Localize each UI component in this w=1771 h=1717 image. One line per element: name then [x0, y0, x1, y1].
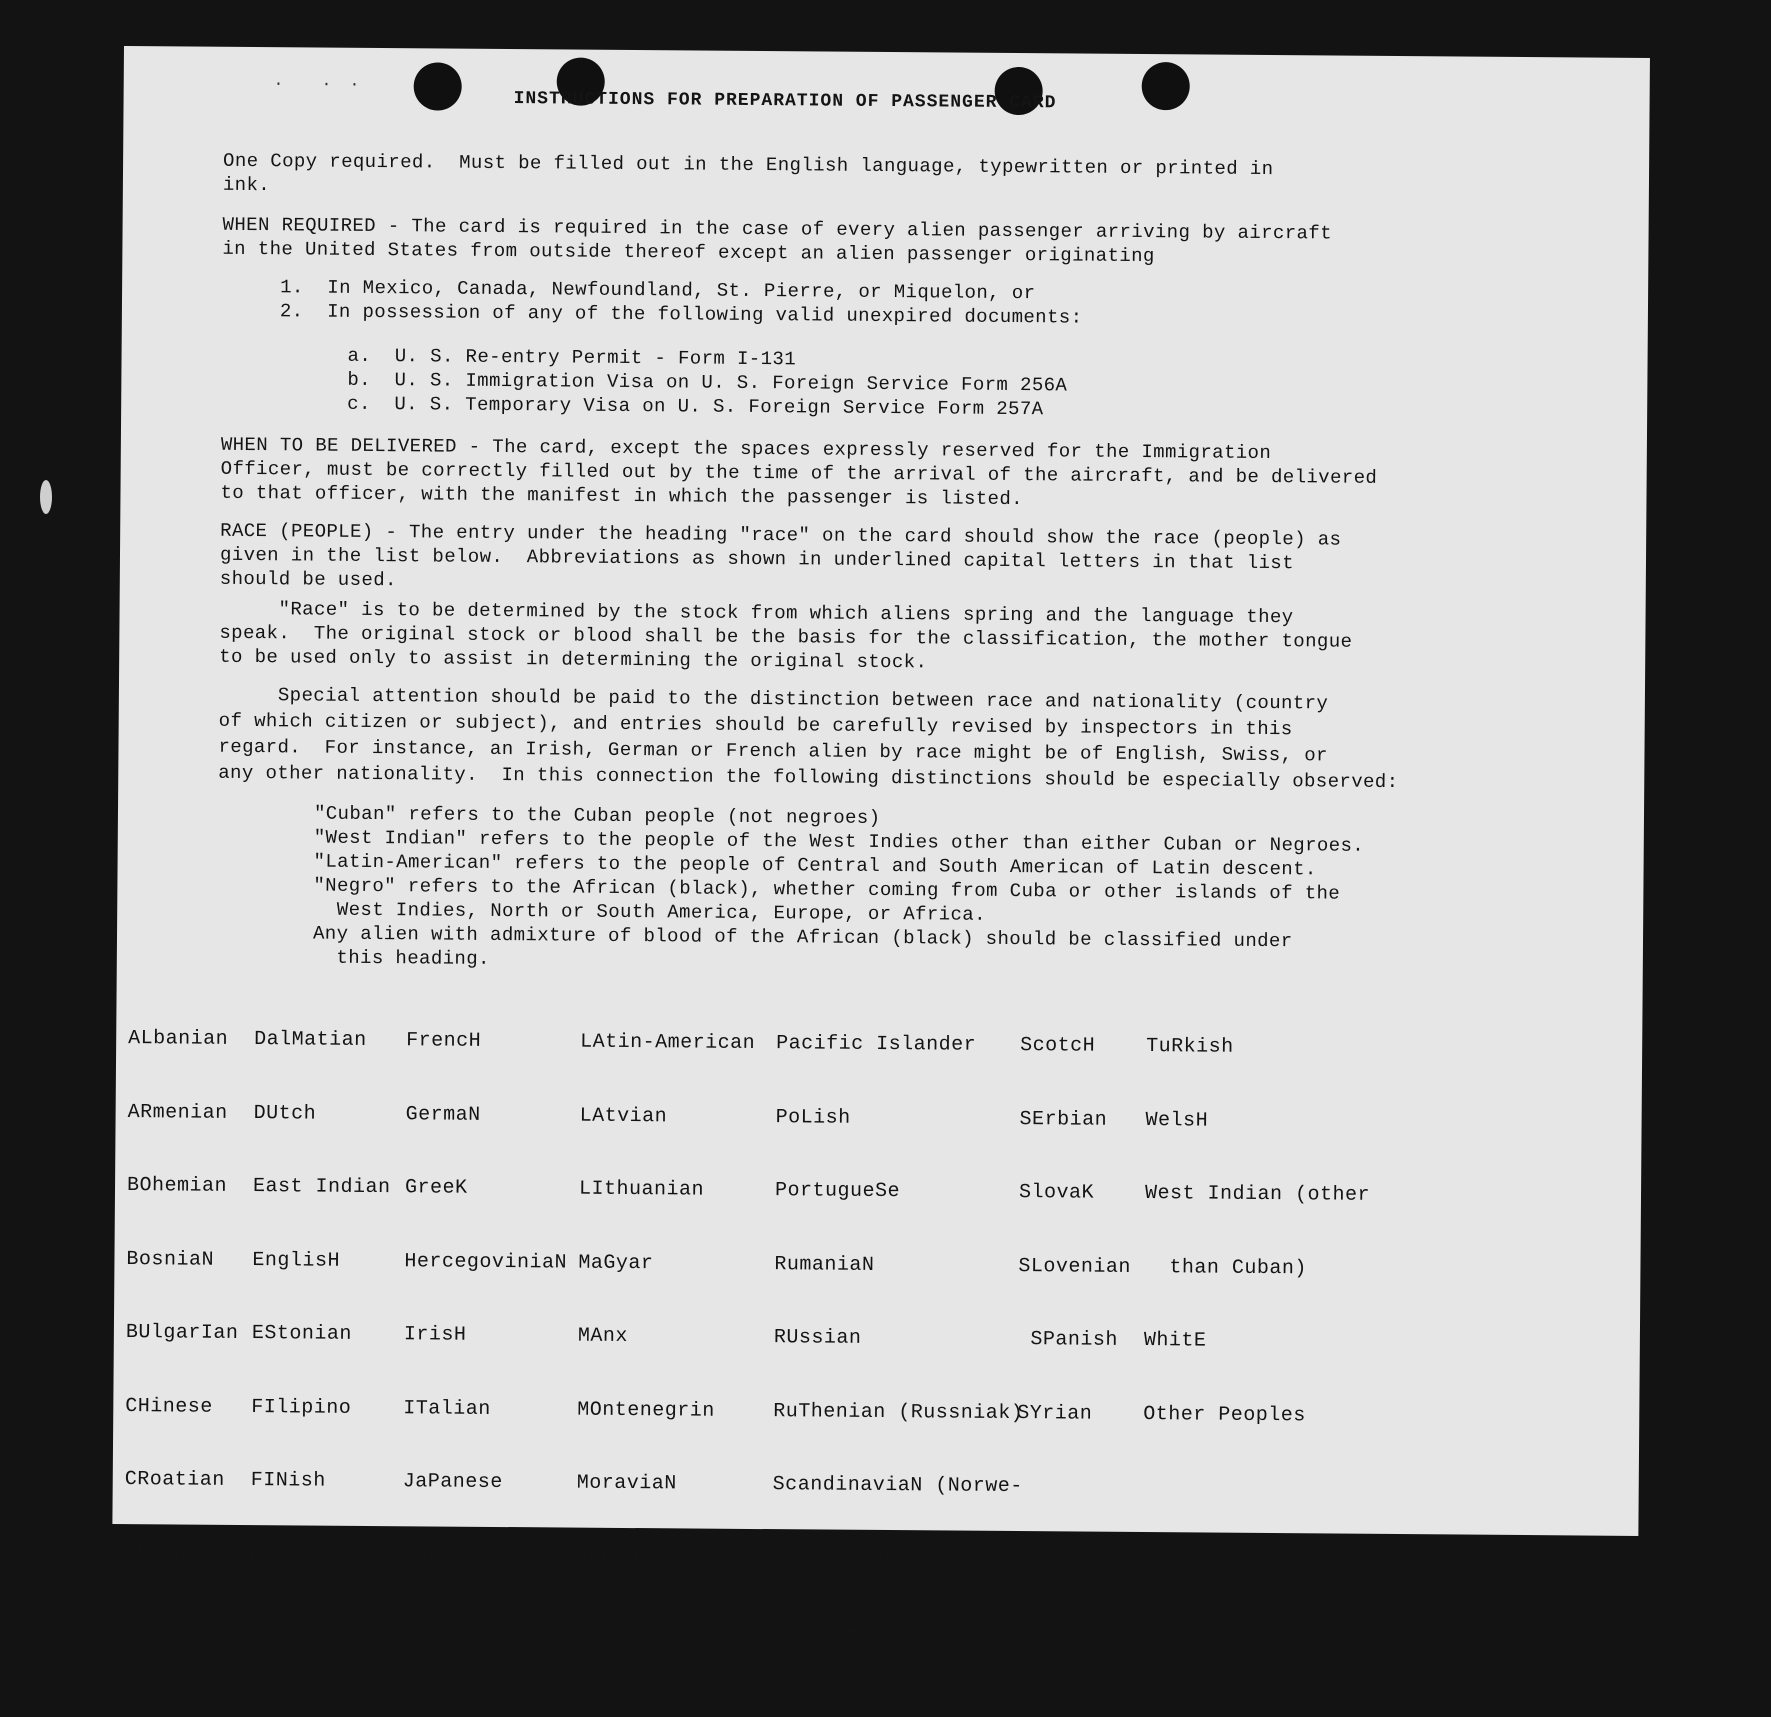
distinction-line: "West Indian" refers to the people of the West Indies other than either Cuban or Negroes.: [313, 826, 1365, 857]
race-entry: FrencH: [406, 1029, 482, 1053]
document-item: b. U. S. Immigration Visa on U. S. Foreign Service Form 256A: [347, 368, 1068, 397]
punch-hole: [1142, 62, 1190, 110]
race-entry: BOhemian: [126, 1174, 228, 1198]
race-entry: LAtvian: [579, 1104, 668, 1128]
page-title: INSTRUCTIONS FOR PREPARATION OF PASSENGER CARD: [513, 89, 1057, 114]
condition-item: 2. In possession of any of the following valid unexpired documents:: [279, 300, 1083, 329]
race-entry: GermaN: [405, 1102, 481, 1127]
special-attention-line: Special attention should be paid to the distinction between race and nationality (country: [218, 683, 1329, 715]
when-delivered-line: WHEN TO BE DELIVERED - The card, except the spaces expressly reserved for the Immigration: [220, 433, 1272, 465]
when-required-line: in the United States from outside thereof except an alien passenger originating: [222, 237, 1155, 268]
special-attention-line: any other nationality. In this connection the following distinctions should be especially observed:: [218, 761, 1399, 794]
race-entry: Swedes): [771, 1620, 885, 1645]
distinction-line: Any alien with admixture of blood of the African (black) should be classified under: [312, 922, 1293, 953]
race-entry: LAtin-American: [580, 1030, 756, 1055]
race-entry: CUban: [124, 1541, 187, 1566]
race-entry: BUlgarIan: [125, 1321, 239, 1345]
race-list-column: [1143, 986, 1372, 1478]
distinction-line: "Cuban" refers to the Cuban people (not negroes): [313, 802, 881, 829]
race-entry: IrisH: [403, 1323, 467, 1347]
race-definition-line: speak. The original stock or blood shall be the basis for the classification, the mother tongue: [219, 621, 1353, 653]
when-delivered-line: Officer, must be correctly filled out by the time of the arrival of the aircraft, and be delivered: [220, 457, 1378, 489]
race-entry: FIlipino: [251, 1395, 352, 1420]
race-entry: SlovaK: [1018, 1181, 1095, 1205]
when-delivered-line: to that officer, with the manifest in which the passenger is listed.: [220, 481, 1024, 511]
race-entry: DalMatian: [254, 1028, 367, 1052]
ink-speck: ·: [321, 75, 332, 94]
race-entry: HercegoviniaN: [404, 1249, 568, 1275]
race-entry: MaGyar: [578, 1251, 654, 1275]
document-page: [112, 46, 1650, 1645]
race-entry: CRoatian: [124, 1468, 225, 1492]
film-blemish: [40, 480, 52, 514]
race-list-column: [250, 979, 393, 1617]
race-entry: EnglisH: [252, 1248, 341, 1273]
race-entry: ALbanian: [128, 1027, 229, 1051]
distinction-line: this heading.: [312, 946, 490, 970]
race-list-column: [576, 982, 756, 1620]
race-entry: JaPanese: [402, 1470, 503, 1495]
race-entry: FINish: [250, 1469, 326, 1493]
race-entry: MOntenegrin: [577, 1398, 715, 1423]
race-entry: NEgro: [576, 1545, 639, 1569]
document-item: c. U. S. Temporary Visa on U. S. Foreign Service Form 257A: [347, 392, 1044, 421]
race-entry: gians, Danes, and: [772, 1546, 1010, 1572]
ink-speck: ·: [273, 75, 284, 94]
race-entry: CHinese: [125, 1394, 213, 1419]
when-required-line: WHEN REQUIRED - The card is required in the case of every alien passenger arriving by aircraft: [222, 213, 1333, 245]
race-entry: PoLish: [775, 1105, 851, 1130]
intro-line: One Copy required. Must be filled out in the English language, typewritten or printed in: [223, 149, 1274, 181]
race-definition-line: to be used only to assist in determining the original stock.: [219, 645, 928, 674]
race-entry: WelsH: [1145, 1108, 1209, 1133]
special-attention-line: of which citizen or subject), and entries should be carefully revised by inspectors in this: [218, 709, 1293, 741]
punch-hole: [414, 62, 462, 110]
race-entry: BosniaN: [126, 1247, 215, 1272]
condition-item: 1. In Mexico, Canada, Newfoundland, St. Pierre, or Miquelon, or: [280, 276, 1036, 305]
race-people-line: given in the list below. Abbreviations as shown in underlined capital letters in that list: [219, 543, 1295, 575]
race-entry: PortugueSe: [774, 1179, 901, 1204]
race-people-line: RACE (PEOPLE) - The entry under the heading "race" on the card should show the race (people) as: [220, 519, 1342, 551]
race-list-column: [771, 983, 1027, 1695]
race-entry: SPanish: [1017, 1328, 1118, 1352]
race-entry: MoraviaN: [576, 1471, 677, 1496]
race-entry: SYrian: [1017, 1401, 1093, 1426]
race-entry: TuRkish: [1146, 1035, 1234, 1059]
race-entry: EStonian: [251, 1322, 352, 1346]
race-list-column: [124, 978, 242, 1616]
race-entry: WhitE: [1143, 1329, 1207, 1353]
race-entry: RuThenian (Russniak): [773, 1399, 1024, 1425]
intro-line: ink.: [222, 173, 271, 197]
race-entry: ScandinaviaN (Norwe-: [772, 1473, 1023, 1499]
race-entry: FLemish: [250, 1542, 338, 1567]
distinction-line: West Indies, North or South America, Europe, or Africa.: [313, 898, 987, 926]
race-entry: LIthuanian: [578, 1177, 705, 1202]
race-entry: KoreaN: [402, 1543, 478, 1568]
race-entry: ITalian: [403, 1396, 491, 1421]
race-entry: than Cuban): [1144, 1255, 1308, 1280]
document-item: a. U. S. Re-entry Permit - Form I-131: [347, 344, 797, 371]
race-entry: West Indian (other: [1144, 1182, 1371, 1207]
race-entry: MAnx: [577, 1324, 628, 1348]
distinction-line: "Negro" refers to the African (black), whether coming from Cuba or other islands of the: [313, 874, 1341, 905]
race-entry: RumaniaN: [774, 1252, 875, 1277]
race-entry: RUssian: [773, 1326, 862, 1350]
race-entry: GreeK: [404, 1176, 468, 1200]
ink-speck: ·: [349, 75, 360, 94]
race-people-line: should be used.: [219, 567, 397, 592]
race-definition-line: "Race" is to be determined by the stock from which aliens spring and the language they: [219, 597, 1294, 629]
race-list-column: [1017, 985, 1133, 1476]
race-entry: ARmenian: [127, 1100, 228, 1125]
race-list-column: [402, 980, 570, 1618]
distinction-line: "Latin-American" refers to the people of Central and South American of Latin descent.: [313, 850, 1317, 881]
race-entry: Pacific Islander: [776, 1032, 977, 1057]
race-entry: Other Peoples: [1143, 1402, 1306, 1427]
race-entry: SLovenian: [1018, 1254, 1132, 1279]
race-entry: East Indian: [252, 1175, 391, 1200]
special-attention-line: regard. For instance, an Irish, German or French alien by race might be of English, Swiss, or: [218, 735, 1328, 767]
race-entry: SErbian: [1019, 1107, 1108, 1132]
race-entry: ScotcH: [1020, 1034, 1096, 1058]
race-entry: DUtch: [253, 1101, 317, 1126]
